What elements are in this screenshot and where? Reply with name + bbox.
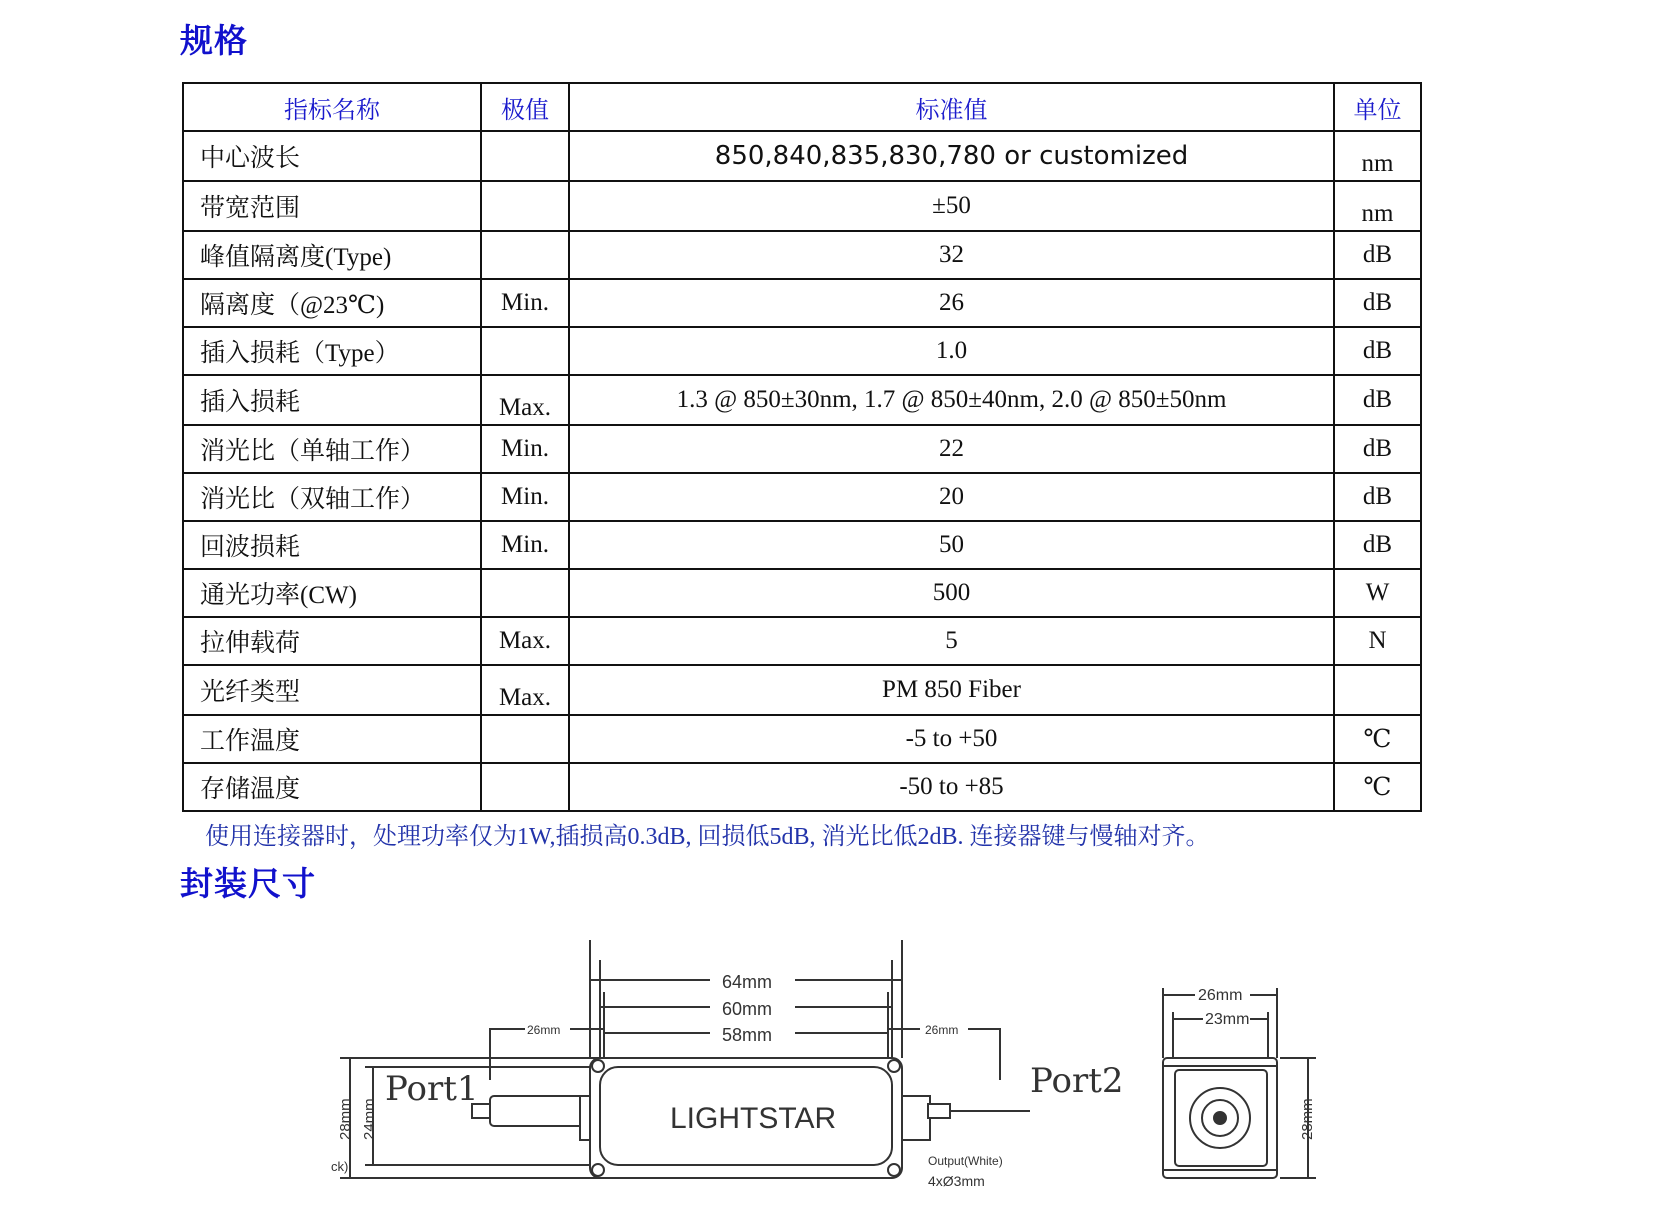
table-row <box>183 181 1421 231</box>
spec-limit-cell <box>481 327 569 375</box>
side-width-inner: 23mm <box>1205 1011 1250 1028</box>
dim-58mm: 58mm <box>722 1025 773 1045</box>
spec-value-cell: 500 <box>569 569 1334 617</box>
spec-unit-cell <box>1334 665 1421 715</box>
output-label: Output(White) <box>928 1154 1003 1168</box>
spec-value-cell: -5 to +50 <box>569 715 1334 763</box>
spec-value-cell: -50 to +85 <box>569 763 1334 811</box>
section-title-spec: 规格 <box>180 21 248 60</box>
side-width-outer: 26mm <box>1198 987 1243 1004</box>
spec-limit-cell <box>481 231 569 279</box>
spec-limit-cell: Max. <box>481 665 569 715</box>
spec-unit-cell: dB <box>1334 231 1421 279</box>
spec-name-cell: 拉伸载荷 <box>183 617 481 665</box>
spec-unit-cell: nm <box>1334 131 1421 181</box>
table-row <box>183 131 1421 181</box>
spec-value-cell: 850,840,835,830,780 or customized <box>569 131 1334 181</box>
header-name: 指标名称 <box>183 83 481 131</box>
connector-note: 使用连接器时，处理功率仅为1W,插损高0.3dB, 回损低5dB, 消光比低2dB. 连接器键与慢轴对齐。 <box>205 824 1210 850</box>
spec-unit-cell: nm <box>1334 181 1421 231</box>
spec-value-cell: 32 <box>569 231 1334 279</box>
spec-name-cell: 消光比（双轴工作） <box>183 473 481 521</box>
spec-unit-cell: dB <box>1334 473 1421 521</box>
side-height: 28mm <box>1299 1098 1316 1140</box>
spec-name-cell: 带宽范围 <box>183 181 481 231</box>
spec-limit-cell <box>481 763 569 811</box>
spec-unit-cell: dB <box>1334 375 1421 425</box>
header-value: 标准值 <box>569 83 1334 131</box>
spec-limit-cell: Min. <box>481 473 569 521</box>
port2-label: Port2 <box>1030 1061 1124 1101</box>
spec-unit-cell: dB <box>1334 279 1421 327</box>
spec-limit-cell: Min. <box>481 425 569 473</box>
spec-name-cell: 存储温度 <box>183 763 481 811</box>
spec-value-cell: 1.3 @ 850±30nm, 1.7 @ 850±40nm, 2.0 @ 850±50nm <box>569 375 1334 425</box>
spec-unit-cell: ℃ <box>1334 763 1421 811</box>
holes-label: 4xØ3mm <box>928 1173 985 1189</box>
spec-unit-cell: N <box>1334 617 1421 665</box>
dim-60mm: 60mm <box>722 999 773 1019</box>
spec-name-cell: 隔离度（@23℃) <box>183 279 481 327</box>
left-edge-fragment: ck) <box>331 1159 349 1174</box>
table-row <box>183 569 1421 617</box>
spec-limit-cell: Min. <box>481 279 569 327</box>
dim-height-inner: 24mm <box>361 1098 378 1140</box>
spec-name-cell: 插入损耗 <box>183 375 481 425</box>
dim-64mm: 64mm <box>722 972 773 992</box>
table-row <box>183 425 1421 473</box>
spec-value-cell: 26 <box>569 279 1334 327</box>
spec-value-cell: ±50 <box>569 181 1334 231</box>
spec-name-cell: 峰值隔离度(Type) <box>183 231 481 279</box>
spec-unit-cell: dB <box>1334 521 1421 569</box>
spec-value-cell: 1.0 <box>569 327 1334 375</box>
spec-limit-cell <box>481 715 569 763</box>
spec-limit-cell: Min. <box>481 521 569 569</box>
table-row <box>183 473 1421 521</box>
dim-right-pigtail: 26mm <box>925 1023 959 1037</box>
header-limit: 极值 <box>481 83 569 131</box>
spec-unit-cell: dB <box>1334 327 1421 375</box>
table-row <box>183 375 1421 425</box>
table-row <box>183 617 1421 665</box>
spec-value-cell: 5 <box>569 617 1334 665</box>
dim-left-pigtail: 26mm <box>527 1023 561 1037</box>
spec-unit-cell: ℃ <box>1334 715 1421 763</box>
package-drawing <box>0 940 1654 1222</box>
table-row <box>183 665 1421 715</box>
spec-limit-cell: Max. <box>481 375 569 425</box>
section-title-package: 封装尺寸 <box>180 864 316 903</box>
spec-table <box>182 82 1422 812</box>
spec-name-cell: 工作温度 <box>183 715 481 763</box>
brand-label: LIGHTSTAR <box>670 1102 837 1135</box>
spec-value-cell: PM 850 Fiber <box>569 665 1334 715</box>
spec-name-cell: 中心波长 <box>183 131 481 181</box>
spec-name-cell: 回波损耗 <box>183 521 481 569</box>
table-row <box>183 521 1421 569</box>
spec-name-cell: 通光功率(CW) <box>183 569 481 617</box>
dim-height-outer: 28mm <box>337 1098 354 1140</box>
table-row <box>183 763 1421 811</box>
spec-name-cell: 消光比（单轴工作） <box>183 425 481 473</box>
spec-limit-cell <box>481 181 569 231</box>
spec-unit-cell: W <box>1334 569 1421 617</box>
spec-name-cell: 光纤类型 <box>183 665 481 715</box>
spec-table-header-row <box>183 83 1421 131</box>
spec-name-cell: 插入损耗（Type） <box>183 327 481 375</box>
table-row <box>183 327 1421 375</box>
table-row <box>183 715 1421 763</box>
spec-value-cell: 22 <box>569 425 1334 473</box>
spec-limit-cell: Max. <box>481 617 569 665</box>
table-row <box>183 231 1421 279</box>
header-unit: 单位 <box>1334 83 1421 131</box>
spec-limit-cell <box>481 569 569 617</box>
spec-limit-cell <box>481 131 569 181</box>
spec-value-cell: 50 <box>569 521 1334 569</box>
spec-unit-cell: dB <box>1334 425 1421 473</box>
table-row <box>183 279 1421 327</box>
port1-label: Port1 <box>385 1069 479 1109</box>
spec-value-cell: 20 <box>569 473 1334 521</box>
